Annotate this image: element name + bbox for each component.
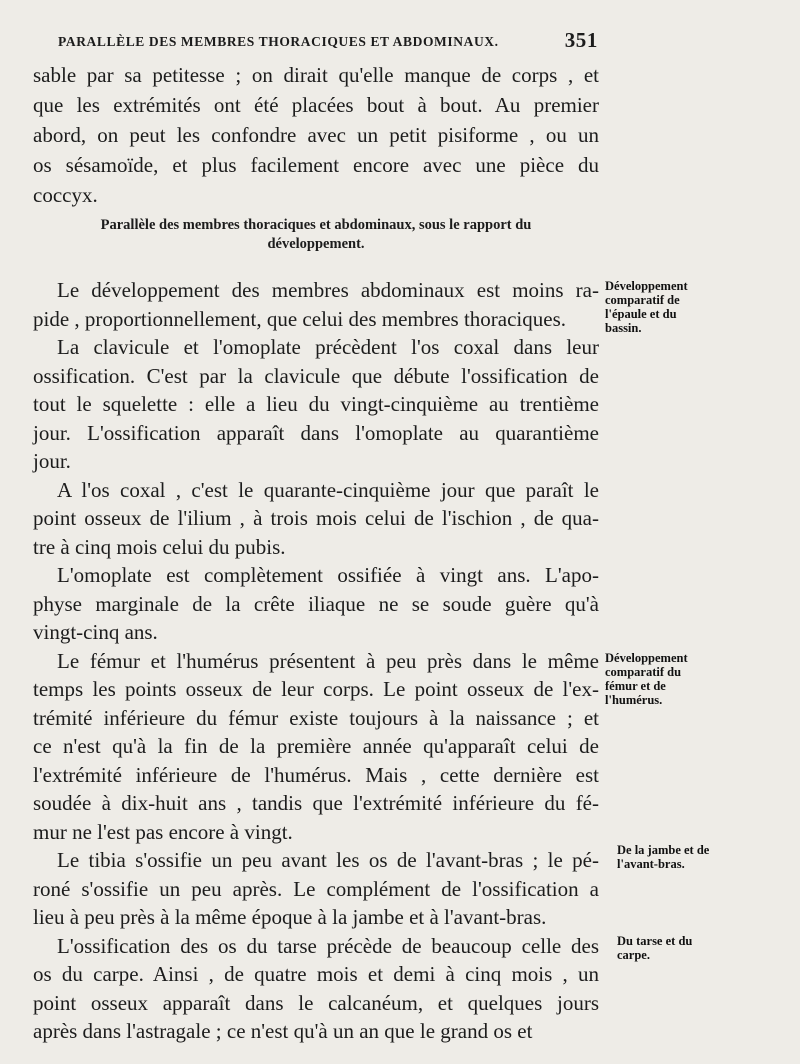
text-line: os du carpe. Ainsi , de quatre mois et demi à cinq mois , un xyxy=(33,962,599,986)
paragraph xyxy=(33,60,599,210)
text-line: jour. L'ossification apparaît dans l'omoplate au quarantième xyxy=(33,420,599,445)
text-line: sable par sa petitesse ; on dirait qu'elle manque de corps , et xyxy=(33,63,599,87)
text-line: L'omoplate est complètement ossifiée à vingt ans. L'apo- xyxy=(57,563,599,587)
section-subheading: Parallèle des membres thoraciques et abdominaux, sous le rapport du développement. xyxy=(100,217,532,252)
text-line: trémité inférieure du fémur existe toujours à la naissance ; et xyxy=(33,705,599,730)
text-line: abord, on peut les confondre avec un petit pisiforme , ou un xyxy=(33,123,599,147)
text-line: que les extrémités ont été placées bout à bout. Au premier xyxy=(33,93,599,117)
text-line: temps les points osseux de leur corps. Le point osseux de l'ex- xyxy=(33,677,599,701)
text-line: point osseux apparaît dans le calcanéum, et quelques jours xyxy=(33,990,599,1015)
margin-note-femur-humerus: Développement comparatif du fémur et de l'humérus. xyxy=(605,651,688,707)
text-line: tout le squelette : elle a lieu du vingt-cinquième au trentième xyxy=(33,392,599,416)
text-line: pide , proportionnellement, que celui des membres thoraciques. xyxy=(33,306,567,331)
text-line: l'extrémité inférieure de l'humérus. Mais , cette dernière est xyxy=(33,762,599,787)
margin-note-shoulder-pelvis: Développement comparatif de l'épaule et du bassin. xyxy=(605,279,688,335)
text-line: après dans l'astragale ; ce n'est qu'à un an que le grand os et xyxy=(33,1019,533,1043)
text-line: ossification. C'est par la clavicule que débute l'ossification de xyxy=(33,363,599,388)
paragraph xyxy=(33,932,599,1046)
header-title: PARALLÈLE DES MEMBRES THORACIQUES ET ABDOMINAUX. xyxy=(58,34,499,49)
text-line: coccyx. xyxy=(33,183,98,207)
text-line: physe marginale de la crête iliaque ne se soude guère qu'à xyxy=(33,591,599,616)
paragraph xyxy=(33,476,599,562)
text-line: vingt-cinq ans. xyxy=(33,620,158,644)
text-line: mur ne l'est pas encore à vingt. xyxy=(33,819,293,844)
paragraph xyxy=(33,846,599,932)
text-line: Le tibia s'ossifie un peu avant les os de l'avant-bras ; le pé- xyxy=(57,848,599,872)
text-line: jour. xyxy=(33,449,71,473)
text-line: L'ossification des os du tarse précède de beaucoup celle des xyxy=(57,933,599,958)
margin-note-tarsus-carpus: Du tarse et du carpe. xyxy=(617,934,693,962)
text-line: point osseux de l'ilium , à trois mois celui de l'ischion , de qua- xyxy=(33,506,599,530)
text-line: lieu à peu près à la même époque à la jambe et à l'avant-bras. xyxy=(33,905,547,929)
paragraph xyxy=(33,561,599,647)
text-line: Le fémur et l'humérus présentent à peu près dans le même xyxy=(57,648,599,673)
margin-note-leg-forearm: De la jambe et de l'avant-bras. xyxy=(617,843,710,871)
text-line: A l'os coxal , c'est le quarante-cinquième jour que paraît le xyxy=(57,477,599,502)
text-line: La clavicule et l'omoplate précèdent l'os coxal dans leur xyxy=(57,335,599,359)
body-text-top xyxy=(33,60,599,210)
text-line: Le développement des membres abdominaux est moins ra- xyxy=(57,278,599,302)
text-line: roné s'ossifie un peu après. Le complément de l'ossification a xyxy=(33,876,599,901)
paragraph xyxy=(33,333,599,476)
page-number: 351 xyxy=(564,28,598,52)
paragraph xyxy=(33,647,599,847)
text-line: ce n'est qu'à la fin de la première année qu'apparaît celui de xyxy=(33,734,599,758)
paragraph xyxy=(33,276,599,333)
body-text-main xyxy=(33,276,599,1046)
text-line: soudée à dix-huit ans , tandis que l'extrémité inférieure du fé- xyxy=(33,791,599,815)
text-line: os sésamoïde, et plus facilement encore avec une pièce du xyxy=(33,153,599,177)
text-line: tre à cinq mois celui du pubis. xyxy=(33,534,286,559)
